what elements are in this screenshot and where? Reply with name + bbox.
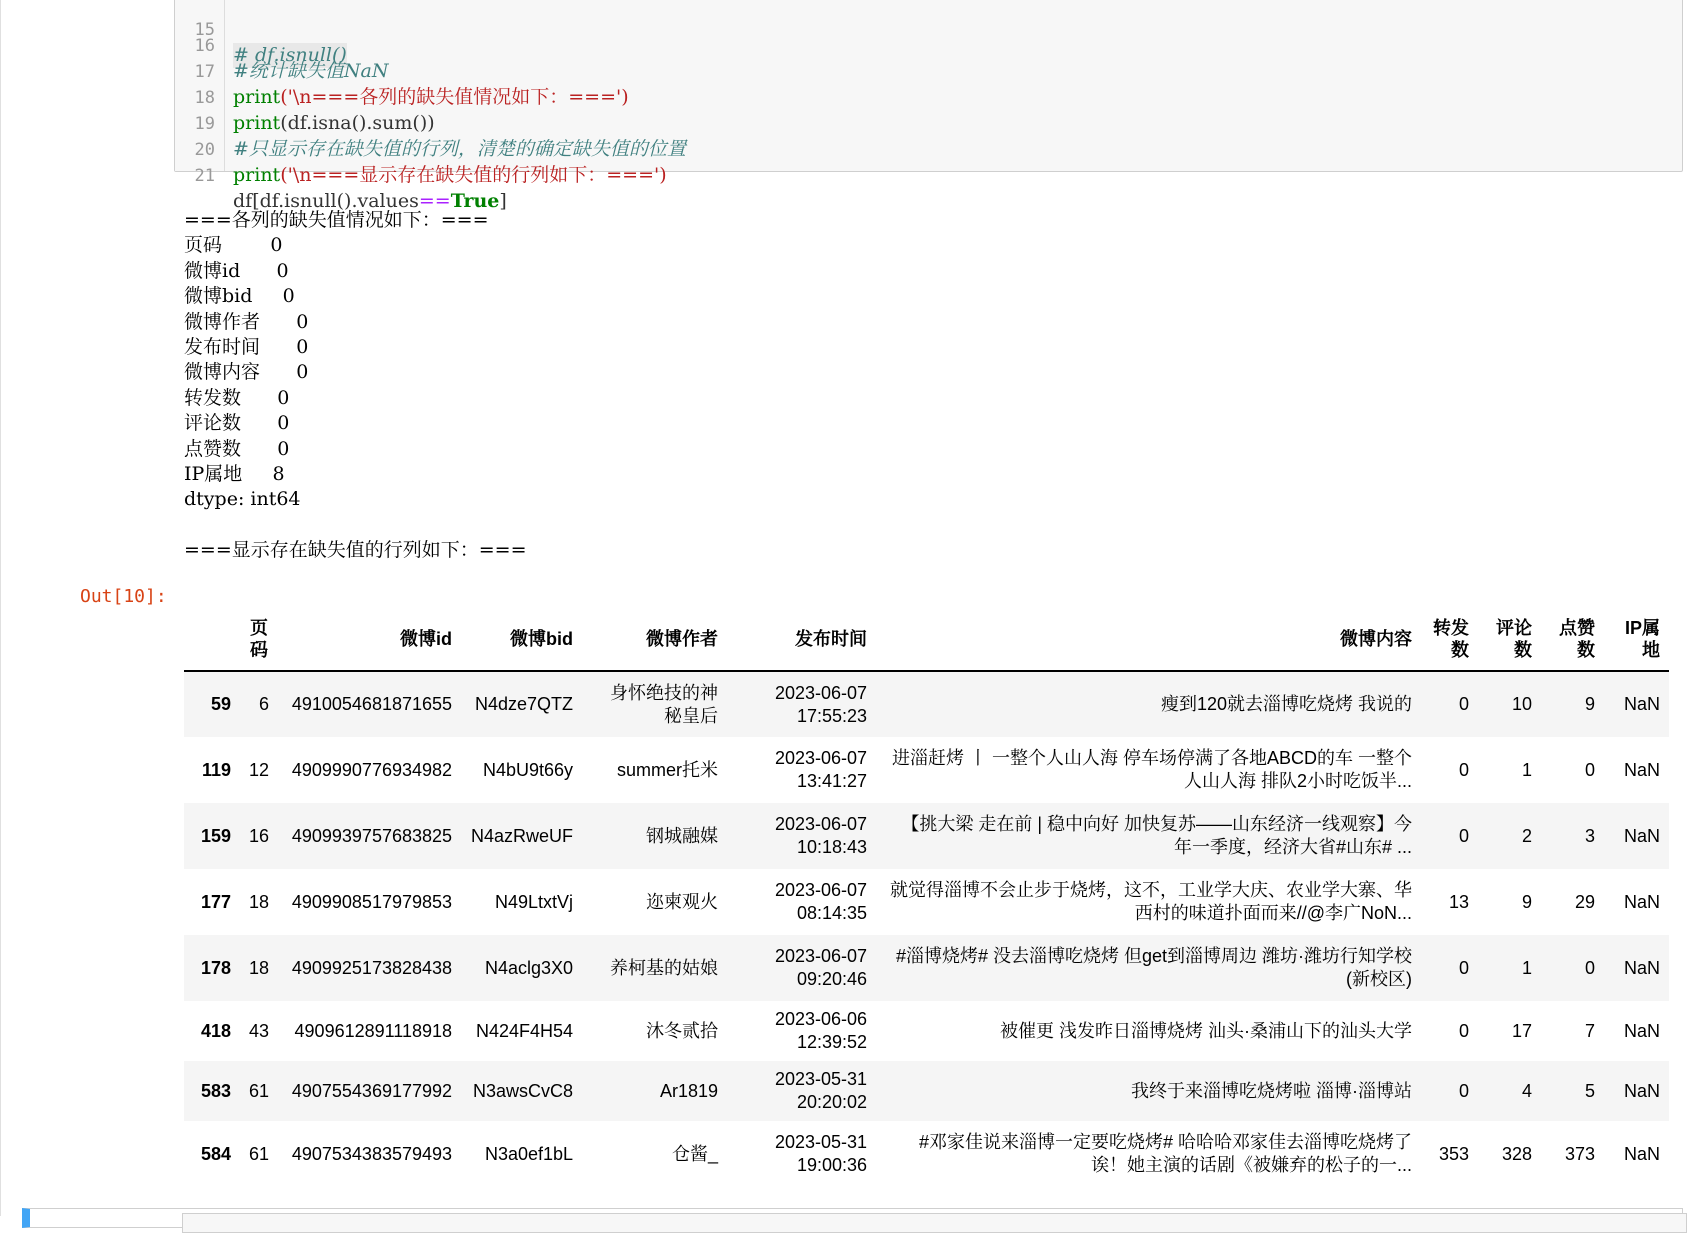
- cell-author: summer托米: [617, 759, 719, 780]
- cell-time: 2023-06-07 17:55:23: [774, 682, 868, 726]
- cell-weibo-bid: N4azRweUF: [471, 825, 574, 846]
- code-token-plain: (df.isna().sum()): [280, 112, 435, 134]
- code-token-plain: df[df.isnull().values: [233, 190, 419, 212]
- cell-reposts: 0: [1459, 957, 1470, 978]
- cell-page: 18: [249, 891, 270, 912]
- column-header-likes: 点赞 数: [1541, 607, 1604, 671]
- cell-author: 仓酱_: [672, 1143, 719, 1164]
- cell-weibo-bid: N4bU9t66y: [482, 759, 574, 780]
- row-index: 584: [200, 1143, 231, 1164]
- code-cell-editor[interactable]: [174, 0, 1683, 212]
- out-prompt: Out[10]:: [80, 586, 167, 607]
- cell-comments: 4: [1522, 1080, 1533, 1101]
- row-index: 159: [200, 825, 231, 846]
- code-token-builtin: print: [233, 112, 281, 134]
- cell-likes: 29: [1575, 891, 1596, 912]
- cell-comments: 9: [1522, 891, 1533, 912]
- cell-likes: 0: [1585, 957, 1596, 978]
- row-index: 177: [200, 891, 231, 912]
- cell-comments: 2: [1522, 825, 1533, 846]
- cell-weibo-bid: N3a0ef1bL: [484, 1143, 574, 1164]
- cell-comments: 1: [1522, 759, 1533, 780]
- cell-time: 2023-06-07 10:18:43: [774, 814, 868, 857]
- line-number: 20: [194, 140, 215, 160]
- cell-author: 养柯基的姑娘: [610, 957, 719, 978]
- cell-time: 2023-05-31 20:20:02: [774, 1069, 868, 1112]
- cell-content: #邓家佳说来淄博一定要吃烧烤# 哈哈哈邓家佳去淄博吃烧烤了 诶！她主演的话剧《被嫌弃的松子的一...: [919, 1132, 1413, 1175]
- cell-author: 身怀绝技的神 秘皇后: [610, 682, 719, 726]
- cell-weibo-id: 4907534383579493: [291, 1143, 453, 1164]
- row-index: 59: [210, 694, 231, 714]
- line-number: 15: [194, 20, 215, 40]
- table-row: [184, 803, 1669, 869]
- cell-comments: 17: [1512, 1020, 1533, 1041]
- column-header-reposts: 转发 数: [1421, 607, 1478, 671]
- cell-content: 进淄赶烤 丨 一整个人山人海 停车场停满了各地ABCD的车 一整个 人山人海 排队2小时吃饭半...: [892, 748, 1413, 791]
- cell-comments: 328: [1501, 1143, 1533, 1164]
- cell-weibo-bid: N4dze7QTZ: [474, 694, 574, 714]
- column-header-weibo-id: 微博id: [278, 607, 461, 671]
- code-text: #只显示存在缺失值的行列，清楚的确定缺失值的位置: [233, 138, 686, 160]
- cell-ip: NaN: [1624, 1143, 1661, 1164]
- cell-ip: NaN: [1624, 1080, 1661, 1101]
- cell-comments: 1: [1522, 957, 1533, 978]
- cell-reposts: 0: [1459, 694, 1470, 714]
- cell-author: 沐冬贰拾: [646, 1020, 719, 1041]
- cell-content: 就觉得淄博不会止步于烧烤，这不，工业学大庆、农业学大寨、华 西村的味道扑面而来//@李广NoN...: [890, 880, 1413, 923]
- cell-time: 2023-05-31 19:00:36: [774, 1132, 868, 1175]
- table-row: [184, 671, 1669, 737]
- cell-weibo-id: 4909908517979853: [291, 891, 453, 912]
- table-row: [184, 1061, 1669, 1121]
- cell-ip: NaN: [1624, 694, 1661, 714]
- cell-content: 我终于来淄博吃烧烤啦 淄博·淄博站: [1131, 1080, 1413, 1101]
- cell-likes: 5: [1585, 1080, 1596, 1101]
- cell-content: #淄博烧烤# 没去淄博吃烧烤 但get到淄博周边 潍坊·潍坊行知学校 (新校区): [895, 946, 1413, 989]
- cell-weibo-id: 4909990776934982: [291, 759, 453, 780]
- cell-content: 【挑大梁 走在前 | 稳中向好 加快复苏——山东经济一线观察】今 年一季度，经济大省#山东# ...: [901, 814, 1413, 857]
- column-header-author: 微博作者: [582, 607, 727, 671]
- cell-weibo-id: 4910054681871655: [291, 694, 453, 714]
- cell-weibo-bid: N4aclg3X0: [484, 957, 574, 978]
- line-number: 17: [194, 62, 215, 82]
- column-header-index: [184, 607, 240, 671]
- cell-ip: NaN: [1624, 825, 1661, 846]
- cell-weibo-id: 4909925173828438: [291, 957, 453, 978]
- column-header-weibo-bid: 微博bid: [461, 607, 582, 671]
- cell-reposts: 0: [1459, 1020, 1470, 1041]
- cell-author: 钢城融媒: [646, 825, 719, 846]
- code-token-builtin: print: [233, 86, 281, 108]
- cell-ip: NaN: [1624, 891, 1661, 912]
- cell-content: 被催更 浅发昨日淄博烧烤 汕头·桑浦山下的汕头大学: [1000, 1020, 1413, 1041]
- code-token-operator: ==: [418, 190, 451, 212]
- row-index: 178: [200, 957, 231, 978]
- cell-reposts: 0: [1459, 759, 1470, 780]
- cell-likes: 7: [1585, 1020, 1596, 1041]
- stdout-output: ===各列的缺失值情况如下：=== 页码 0 微博id 0 微博bid 0 微博作者 0 发布时间 0 微博内容 0 转发数 0 评论数 0 点赞数 0 IP属地 8 dtype: int64 ===显示存在缺失值的行列如下：===: [184, 209, 527, 562]
- cell-page: 43: [249, 1020, 270, 1041]
- cell-page: 12: [249, 759, 270, 780]
- cell-page: 61: [249, 1080, 270, 1101]
- column-header-content: 微博内容: [876, 607, 1421, 671]
- code-token-plain: ]: [499, 190, 507, 212]
- cell-likes: 373: [1564, 1143, 1596, 1164]
- cell-page: 6: [259, 694, 270, 714]
- cell-author: Ar1819: [659, 1080, 719, 1101]
- table-row: [184, 1001, 1669, 1061]
- line-number: 19: [194, 114, 215, 134]
- cell-reposts: 13: [1449, 891, 1470, 912]
- cell-weibo-id: 4909939757683825: [291, 825, 453, 846]
- row-index: 119: [201, 759, 231, 780]
- code-token-keyword: True: [450, 190, 500, 212]
- cell-likes: 0: [1585, 759, 1596, 780]
- cell-time: 2023-06-07 08:14:35: [774, 880, 868, 923]
- cell-ip: NaN: [1624, 1020, 1661, 1041]
- line-number: 16: [194, 36, 215, 56]
- cell-content: 瘦到120就去淄博吃烧烤 我说的: [1160, 694, 1413, 714]
- cell-time: 2023-06-07 13:41:27: [774, 748, 868, 791]
- cell-ip: NaN: [1624, 957, 1661, 978]
- cell-weibo-bid: N49LtxtVj: [494, 891, 574, 912]
- code-text: #统计缺失值NaN: [233, 60, 389, 82]
- column-header-comments: 评论 数: [1478, 607, 1541, 671]
- cell-ip: NaN: [1624, 759, 1661, 780]
- line-number: 18: [194, 88, 215, 108]
- cell-time: 2023-06-07 09:20:46: [774, 946, 868, 989]
- dataframe-table: [184, 607, 1669, 1187]
- cell-reposts: 0: [1459, 1080, 1470, 1101]
- table-row: [184, 737, 1669, 803]
- cell-reposts: 0: [1459, 825, 1470, 846]
- next-code-cell[interactable]: [22, 1208, 1683, 1228]
- table-row: [184, 1121, 1669, 1187]
- table-row: [184, 869, 1669, 935]
- code-text: # df.isnull(): [233, 44, 347, 66]
- cell-page: 61: [249, 1143, 270, 1164]
- cell-likes: 9: [1585, 694, 1596, 714]
- code-token-string: ('\n===各列的缺失值情况如下：==='): [280, 86, 629, 108]
- column-header-page: 页 码: [240, 607, 278, 671]
- cell-time: 2023-06-06 12:39:52: [774, 1009, 868, 1052]
- code-token-builtin: print: [233, 164, 281, 186]
- column-header-time: 发布时间: [727, 607, 876, 671]
- notebook-left-border: [0, 0, 1, 1216]
- cell-comments: 10: [1512, 694, 1533, 714]
- cell-page: 16: [249, 825, 270, 846]
- cell-likes: 3: [1585, 825, 1596, 846]
- cell-weibo-id: 4907554369177992: [291, 1080, 453, 1101]
- cell-weibo-id: 4909612891118918: [294, 1020, 453, 1041]
- table-row: [184, 935, 1669, 1001]
- cell-page: 18: [249, 957, 270, 978]
- cell-reposts: 353: [1438, 1143, 1470, 1164]
- line-number: 21: [194, 166, 215, 186]
- table-header-row: [184, 607, 1669, 671]
- next-cell-editor[interactable]: [182, 1213, 1687, 1233]
- row-index: 418: [200, 1020, 231, 1041]
- cell-weibo-bid: N3awsCvC8: [473, 1080, 574, 1101]
- code-token-string: ('\n===显示存在缺失值的行列如下：==='): [280, 164, 667, 186]
- cell-weibo-bid: N424F4H54: [475, 1020, 574, 1041]
- code-text: [233, 163, 667, 188]
- column-header-ip: IP属 地: [1604, 607, 1669, 671]
- cell-author: 迩柬观火: [646, 891, 719, 912]
- row-index: 583: [200, 1080, 231, 1101]
